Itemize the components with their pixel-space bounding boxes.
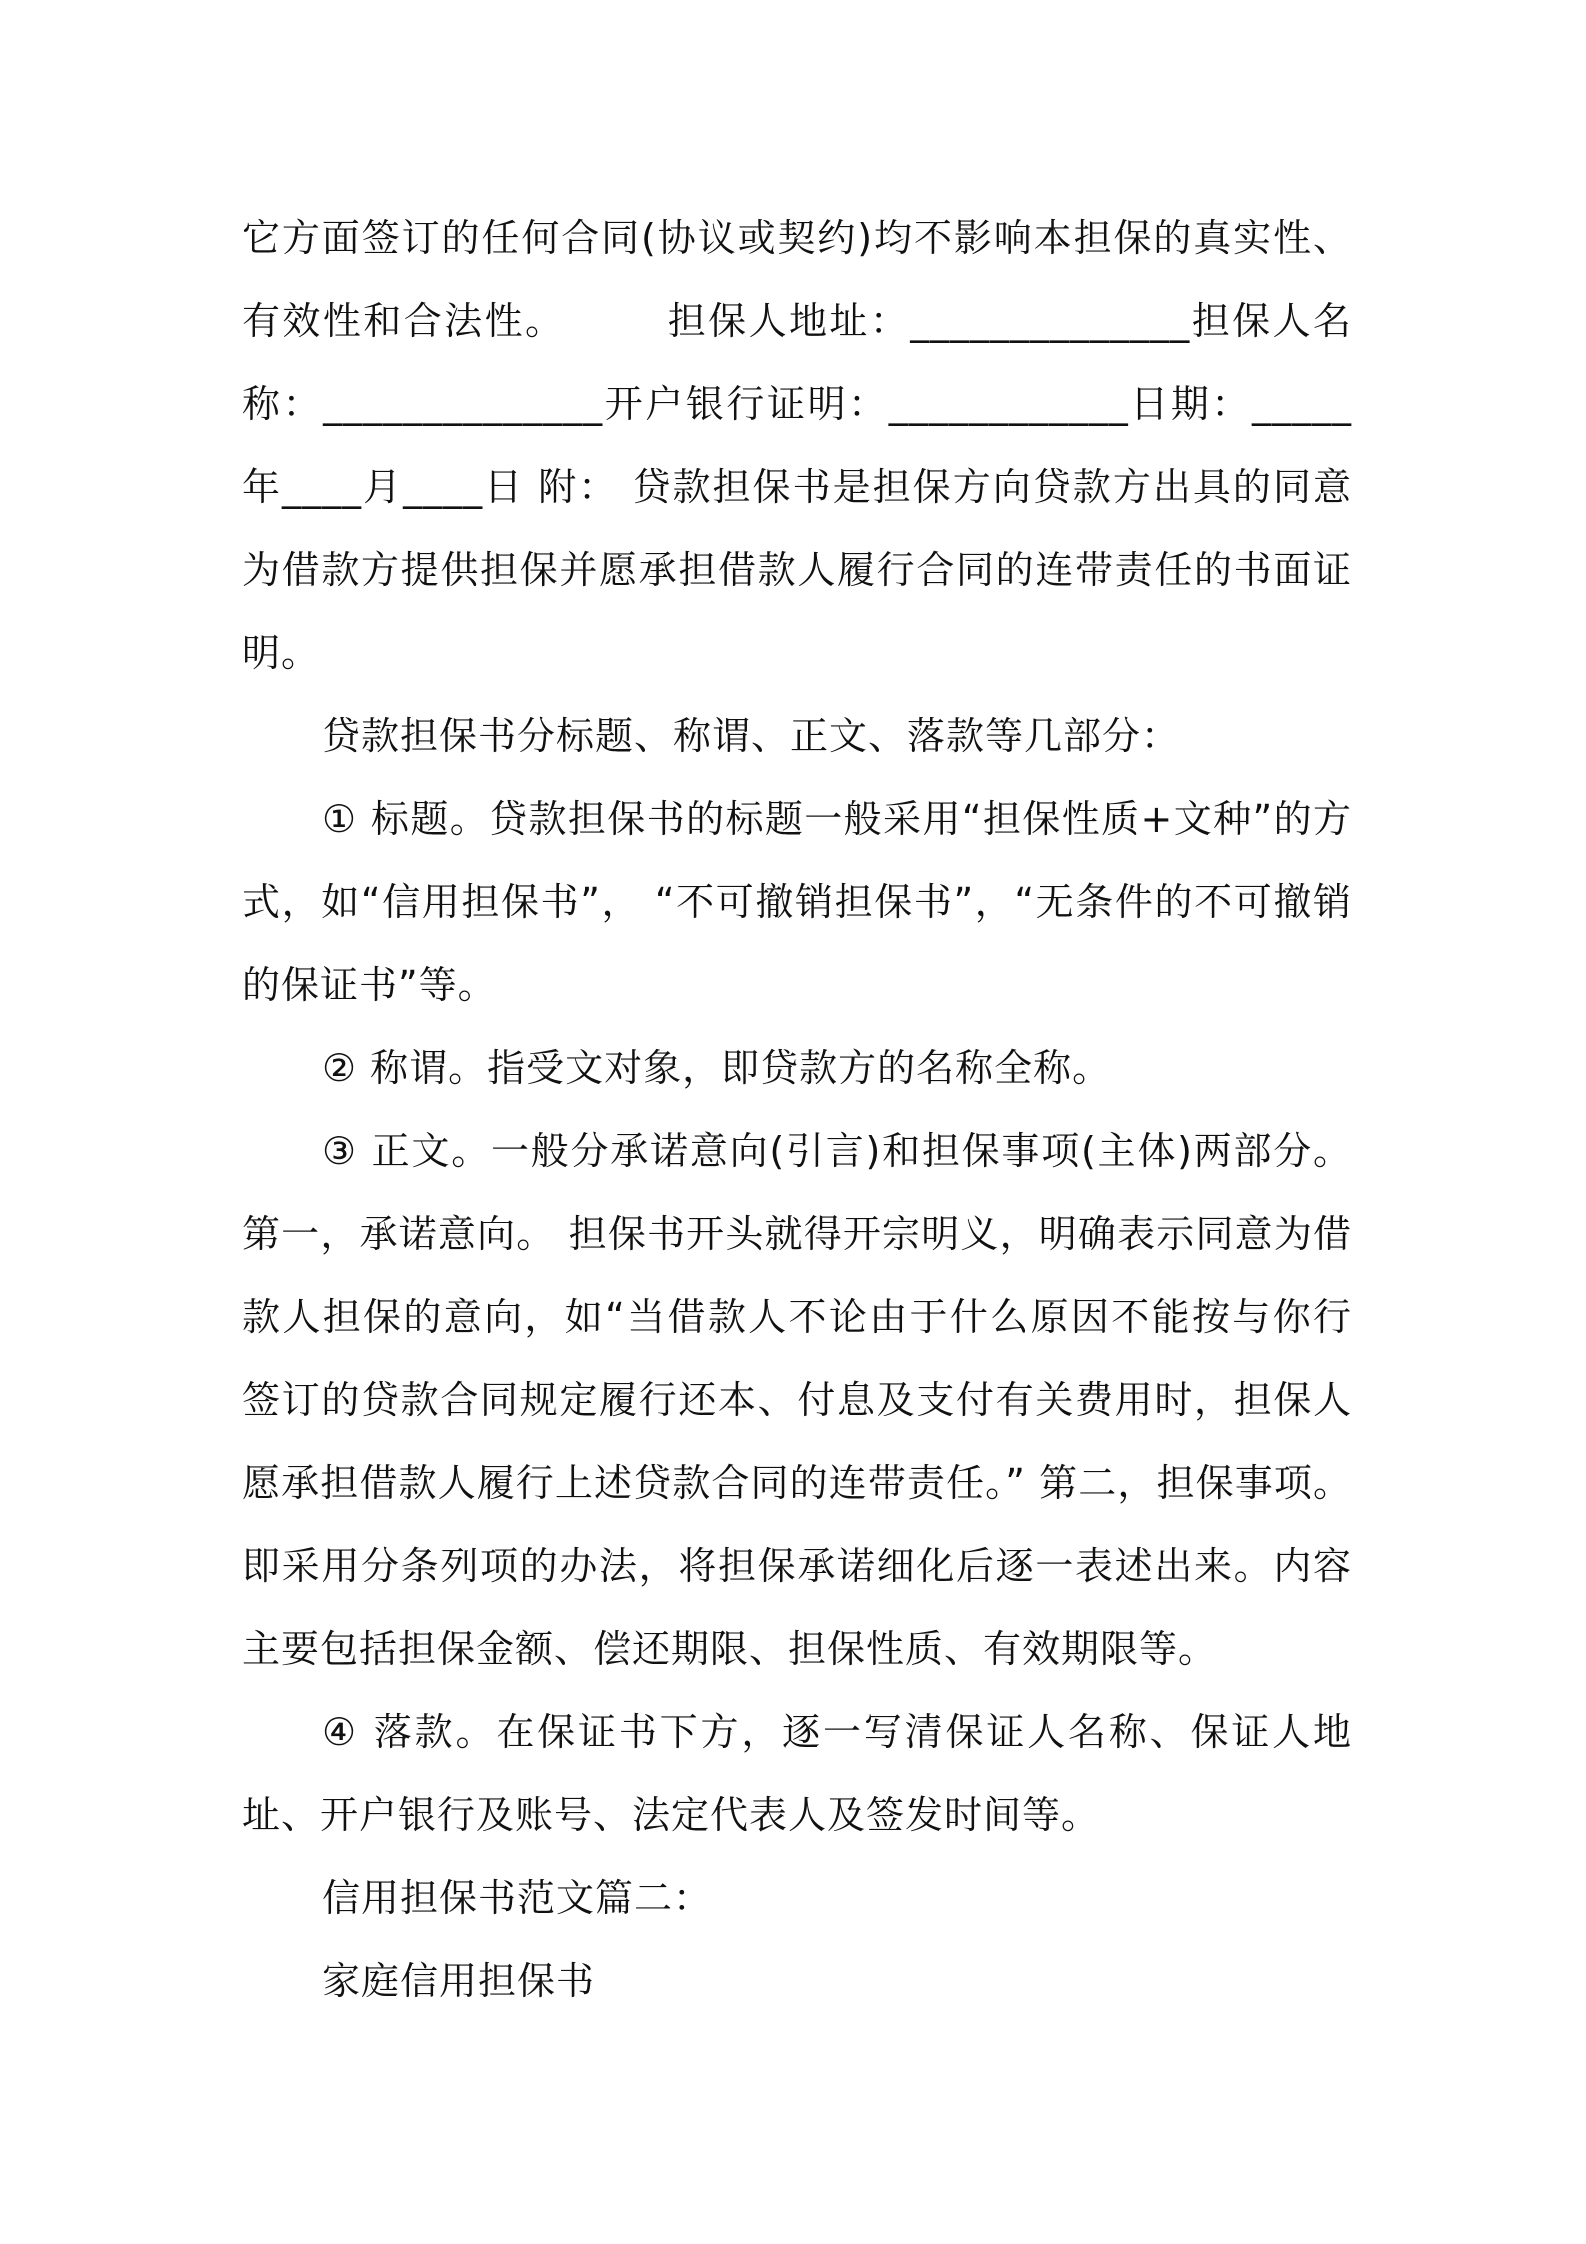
- paragraph-signature-section: ④ 落款。在保证书下方，逐一写清保证人名称、保证人地址、开户银行及账号、法定代表人及签发时间等。: [242, 1710, 1352, 1837]
- document-body: [242, 197, 1352, 2023]
- paragraph-sample-title: 家庭信用担保书: [322, 1959, 596, 2003]
- paragraph-sample-heading: 信用担保书范文篇二：: [322, 1876, 713, 1920]
- paragraph-structure-overview: 贷款担保书分标题、称谓、正文、落款等几部分：: [322, 714, 1181, 758]
- paragraph-body-section: ③ 正文。一般分承诺意向(引言)和担保事项(主体)两部分。第一，承诺意向。 担保书开头就得开宗明义，明确表示同意为借款人担保的意向，如“当借款人不论由于什么原因不能按与你行签订的贷款合同规定履行还本、付息及支付有关费用时，担保人愿承担借款人履行上述贷款合同的连带责任。” 第二，担保事项。 即采用分条列项的办法，将担保承诺细化后逐一表述出来。内容主要包括担保金额、偿还期限、担保性质、有效期限等。: [242, 1129, 1352, 1671]
- paragraph-salutation-section: ② 称谓。指受文对象，即贷款方的名称全称。: [322, 1046, 1112, 1090]
- paragraph-title-section: ① 标题。贷款担保书的标题一般采用“担保性质+文种”的方式，如“信用担保书”， “不可撤销担保书”，“无条件的不可撤销的保证书”等。: [242, 797, 1352, 1007]
- paragraph-guarantee-validity-and-signature-fields: 它方面签订的任何合同(协议或契约)均不影响本担保的真实性、有效性和合法性。 担保人地址：______________担保人名称：______________开户银行证明：____________日期：_____年____月____日 附： 贷款担保书是担保方向贷款方出具的同意为借款方提供担保并愿承担借款人履行合同的连带责任的书面证明。: [242, 216, 1352, 675]
